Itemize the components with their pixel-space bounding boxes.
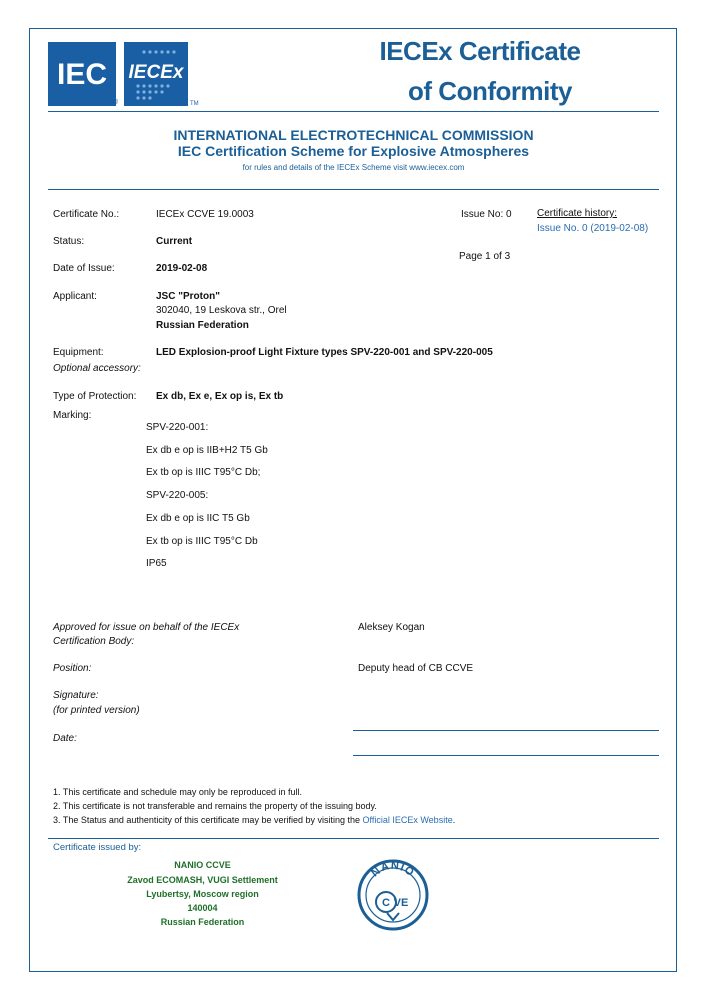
approved-label-line-1: Approved for issue on behalf of the IECEx — [53, 622, 240, 633]
issuer-country: Russian Federation — [160, 917, 245, 927]
seal-c-letter: C — [382, 897, 390, 909]
equipment-value: LED Explosion-proof Light Fixture types SPV-220-001 and SPV-220-005 — [156, 347, 493, 358]
page-number: Page 1 of 3 — [459, 251, 511, 262]
status-value: Current — [156, 236, 193, 247]
issuer-address-line: 140004 — [187, 903, 218, 913]
iecex-logo-text: IECEx — [128, 62, 184, 83]
note-3-text: 3. The Status and authenticity of this certificate may be verified by visiting the — [53, 815, 363, 825]
issue-no: Issue No: 0 — [461, 209, 512, 220]
certificate-history-label: Certificate history: — [537, 208, 618, 219]
date-label: Date: — [53, 733, 77, 744]
marking-line: IP65 — [146, 558, 167, 569]
applicant-country: Russian Federation — [156, 320, 249, 331]
marking-line: SPV-220-005: — [146, 490, 209, 501]
marking-line: Ex db e op is IIC T5 Gb — [146, 513, 250, 524]
section-divider — [48, 189, 659, 190]
note-3-suffix: . — [452, 815, 456, 825]
type-of-protection-label: Type of Protection: — [53, 391, 137, 402]
applicant-address: 302040, 19 Leskova str., Orel — [156, 305, 287, 316]
optional-accessory-label: Optional accessory: — [53, 363, 141, 374]
signature-label-line-2: (for printed version) — [53, 705, 140, 716]
marking-label: Marking: — [53, 410, 92, 421]
issuer-address-line: Lyubertsy, Moscow region — [146, 889, 259, 899]
marking-line: Ex db e op is IIB+H2 T5 Gb — [146, 445, 268, 456]
seal-top-text: NANIO — [369, 859, 417, 880]
scheme-name: IEC Certification Scheme for Explosive Atmospheres — [177, 143, 530, 159]
applicant-label: Applicant: — [53, 291, 97, 302]
signature-line — [353, 730, 659, 731]
applicant-name: JSC "Proton" — [156, 291, 220, 302]
note-3 — [53, 815, 455, 825]
position-value: Deputy head of CB CCVE — [358, 663, 474, 674]
iec-logo — [48, 42, 119, 106]
approver-name: Aleksey Kogan — [358, 622, 425, 633]
certificate-no-value: IECEx CCVE 19.0003 — [156, 209, 254, 220]
registered-mark: ® — [113, 99, 119, 106]
official-iecex-website-link[interactable]: Official IECEx Website — [362, 815, 453, 825]
issued-by-label: Certificate issued by: — [53, 842, 142, 853]
marking-line: Ex tb op is IIIC T95°C Db — [146, 536, 258, 547]
iecex-logo — [124, 42, 188, 106]
seal-ve-letters: VE — [393, 897, 409, 909]
equipment-label: Equipment: — [53, 347, 104, 358]
note-1: 1. This certificate and schedule may only be reproduced in full. — [53, 787, 302, 797]
issuer-name: NANIO CCVE — [174, 860, 231, 870]
issuer-address-line: Zavod ECOMASH, VUGI Settlement — [127, 875, 278, 885]
status-label: Status: — [53, 236, 85, 247]
rules-note: for rules and details of the IECEx Scheme visit www.iecex.com — [242, 163, 465, 172]
issuer-divider — [48, 838, 659, 839]
date-line — [353, 755, 659, 756]
commission-name: INTERNATIONAL ELECTROTECHNICAL COMMISSION — [173, 127, 534, 143]
marking-line: Ex tb op is IIIC T95°C Db; — [146, 467, 261, 478]
approved-label-line-2: Certification Body: — [53, 636, 135, 647]
header-divider — [48, 111, 659, 112]
position-label: Position: — [53, 663, 92, 674]
type-of-protection-value: Ex db, Ex e, Ex op is, Ex tb — [156, 391, 284, 402]
title-line-1: IECEx Certificate — [379, 36, 581, 66]
certificate-history-link[interactable]: Issue No. 0 (2019-02-08) — [537, 223, 649, 234]
note-2: 2. This certificate is not transferable and remains the property of the issuing body. — [53, 801, 377, 811]
marking-line: SPV-220-001: — [146, 422, 209, 433]
date-of-issue-value: 2019-02-08 — [156, 263, 208, 274]
date-of-issue-label: Date of Issue: — [53, 263, 115, 274]
title-line-2: of Conformity — [408, 76, 572, 106]
trademark-mark: TM — [190, 101, 199, 107]
signature-label-line-1: Signature: — [53, 690, 99, 701]
certificate-no-label: Certificate No.: — [53, 209, 120, 220]
nanio-ccve-seal — [356, 858, 430, 932]
iec-logo-text: IEC — [56, 58, 108, 91]
